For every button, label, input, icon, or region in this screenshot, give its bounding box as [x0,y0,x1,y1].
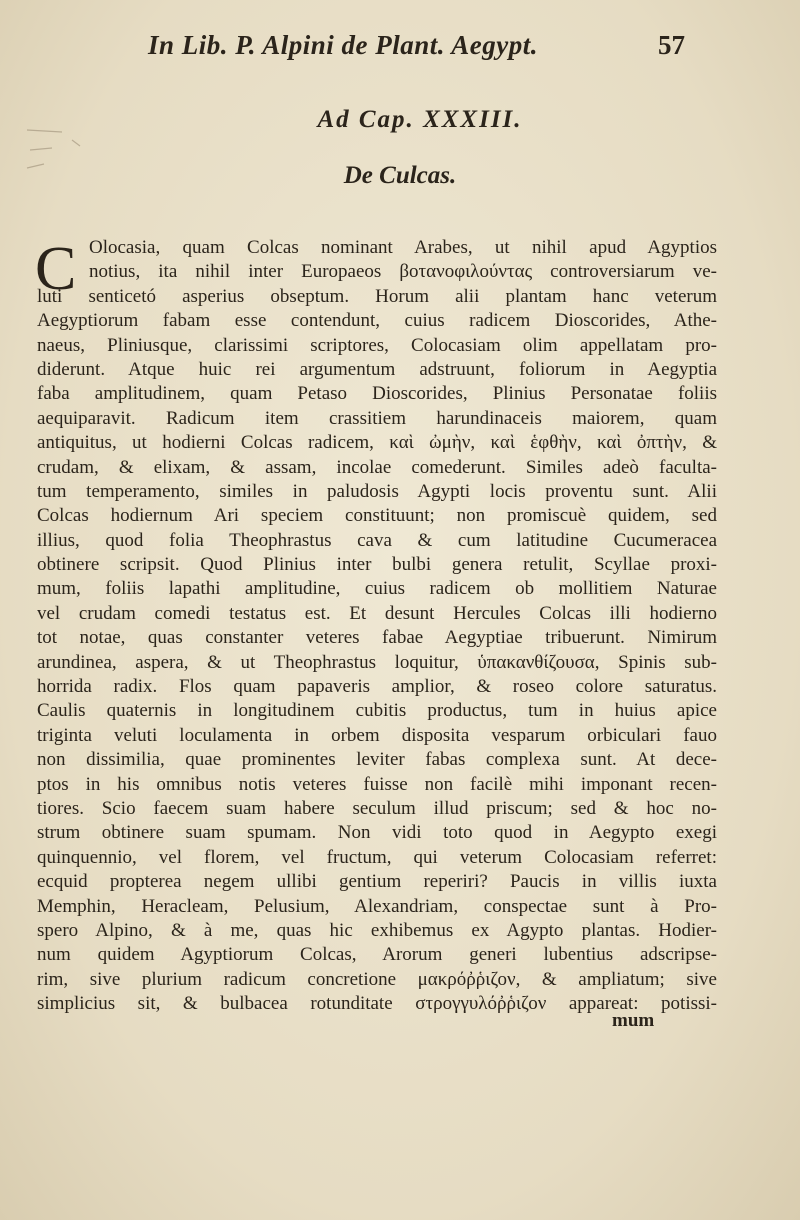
text-line: faba amplitudinem, quam Petaso Dioscorides, Plinius Personatae foliis [37,383,717,405]
page-number: 57 [658,30,685,60]
text-line: Memphin, Heracleam, Pelusium, Alexandriam, conspectae sunt à Pro- [37,895,717,917]
text-line: horrida radix. Flos quam papaveris amplior, & roseo colore saturatus. [37,676,717,698]
text-line: spero Alpino, & à me, quas hic exhibemus ex Agypto plantas. Hodier- [37,919,717,941]
chapter-heading [0,106,800,134]
text-line: Caulis quaternis in longitudinem cubitis productus, tum in huius apice [37,700,717,722]
text-line: crudam, & elixam, & assam, incolae comederunt. Similes adeò faculta- [37,456,717,478]
text-line: tot notae, quas constanter veteres fabae Aegyptiae tribuerunt. Nimirum [37,627,717,649]
text-line: diderunt. Atque huic rei argumentum adstruunt, foliorum in Aegyptia [37,358,717,380]
text-line: strum obtinere suam spumam. Non vidi toto quod in Aegypto exegi [37,822,717,844]
text-line: aequiparavit. Radicum item crassitiem harundinaceis maiorem, quam [37,407,717,429]
running-title: In Lib. P. Alpini de Plant. Aegypt. [148,30,539,60]
text-line: ecquid propterea negem ullibi gentium reperiri? Paucis in villis iuxta [37,871,717,893]
drop-cap: C [35,235,77,303]
text-line: rim, sive plurium radicum concretione μακρόῤῥιζον, & ampliatum; sive [37,968,717,990]
text-line: num quidem Agyptiorum Colcas, Arorum generi lubentius adscripse- [37,944,717,966]
text-line: notius, ita nihil inter Europaeos βοτανοφιλούντας controversiarum ve- [89,261,717,283]
text-line: simplicius sit, & bulbacea rotunditate στρογγυλόῤῥιζον appareat: potissi- [37,993,717,1015]
text-line: mum, foliis lapathi amplitudine, cuius radicem ob mollitiem Naturae [37,578,717,600]
text-line: Aegyptiorum fabam esse contendunt, cuius radicem Dioscorides, Athe- [37,310,717,332]
chapter-label: Ad Cap. [317,106,415,133]
text-line: naeus, Pliniusque, clarissimi scriptores, Colocasiam olim appellatam pro- [37,334,717,356]
body-text [37,236,717,1017]
text-line: ptos in his omnibus notis veteres fuisse non facilè mihi imponant recen- [37,773,717,795]
text-line: Olocasia, quam Colcas nominant Arabes, ut nihil apud Agyptios [89,237,717,258]
text-line: Colcas hodiernum Ari speciem constituunt; non promiscuè quidem, sed [37,505,717,527]
text-line: non dissimilia, quae prominentes leviter fabas complexa sunt. At dece- [37,749,717,771]
text-line: illius, quod folia Theophrastus cava & cum latitudine Cucumeracea [37,529,717,551]
text-line: triginta veluti loculamenta in orbem disposita vesparum orbiculari fauo [37,724,717,746]
catchword: mum [612,1010,655,1031]
text-line: tum temperamento, similes in paludosis Agypti locis proventu sunt. Alii [37,480,717,502]
text-line: antiquitus, ut hodierni Colcas radicem, καὶ ὠμὴν, καὶ ἑφθὴν, καὶ ὀπτὴν, & [37,432,717,454]
section-title: De Culcas. [343,162,457,189]
text-line: luti senticetó asperius obseptum. Horum alii plantam hanc veterum [37,285,717,307]
text-line: quinquennio, vel florem, vel fructum, qui veterum Colocasiam referret: [37,846,717,868]
text-line: vel crudam comedi testatus est. Et desunt Hercules Colcas illi hodierno [37,602,717,624]
text-line: obtinere scripsit. Quod Plinius inter bulbi genera retulit, Scyllae proxi- [37,554,717,576]
chapter-number: XXXIII. [423,106,523,133]
text-line: tiores. Scio faecem suam habere seculum illud priscum; sed & hoc no- [37,797,717,819]
text-line: arundinea, aspera, & ut Theophrastus loquitur, ὑπακανθίζουσα, Spinis sub- [37,651,717,673]
